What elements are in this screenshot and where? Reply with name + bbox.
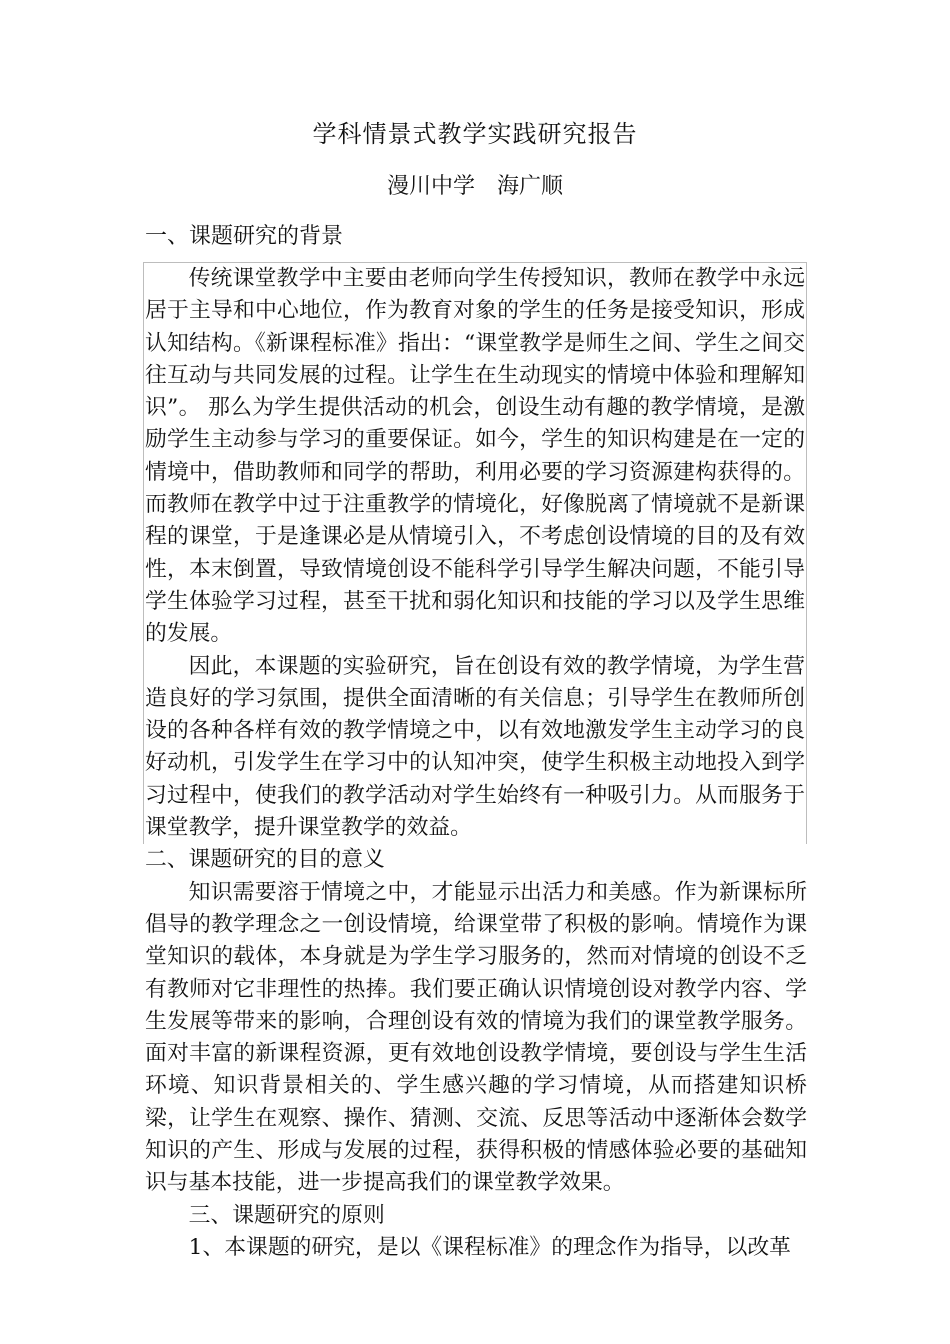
paragraph-purpose-1: 知识需要溶于情境之中，才能显示出活力和美感。作为新课标所倡导的教学理念之一创设情境，给课堂带了积极的影响。情境作为课堂知识的载体，本身就是为学生学习服务的，然而对情境的创设不乏有教师对它非理性的热捧。我们要正确认识情境创设对教学内容、学生发展等带来的影响，合理创设有效的情境为我们的课堂教学服务。面对丰富的新课程资源，更有效地创设教学情境，要创设与学生生活环境、知识背景相关的、学生感兴趣的学习情境，从而搭建知识桥梁，让学生在观察、操作、猜测、交流、反思等活动中逐渐体会数学知识的产生、形成与发展的过程，获得积极的情感体验必要的基础知识与基本技能，进一步提高我们的课堂教学效果。 — [145, 879, 807, 1196]
document-title: 学科情景式教学实践研究报告 — [312, 120, 638, 148]
paragraph-principles-1: 1、本课题的研究，是以《课程标准》的理念作为指导，以改革 — [188, 1234, 791, 1260]
paragraph-background-2: 因此，本课题的实验研究，旨在创设有效的教学情境，为学生营造良好的学习氛围，提供全面清晰的有关信息；引导学生在教师所创设的各种各样有效的教学情境之中，以有效地激发学生主动学习的良好动机，引发学生在学习中的认知冲突，使学生积极主动地投入到学习过程中，使我们的教学活动对学生始终有一种吸引力。从而服务于课堂教学，提升课堂教学的效益。 — [145, 653, 805, 841]
section-heading-background: 一、课题研究的背景 — [145, 224, 344, 249]
section-heading-principles: 三、课题研究的原则 — [188, 1202, 385, 1228]
document-author: 漫川中学 海广顺 — [386, 174, 563, 199]
document-body — [145, 262, 807, 1264]
section-heading-purpose: 二、课题研究的目的意义 — [145, 847, 385, 873]
paragraph-background-1: 传统课堂教学中主要由老师向学生传授知识，教师在教学中永远居于主导和中心地位，作为教育对象的学生的任务是接受知识，形成认知结构。《新课程标准》指出：“课堂教学是师生之间、学生之间交往互动与共同发展的过程。让学生在生动现实的情境中体验和理解知识”。 那么为学生提供活动的机会，创设生动有趣的教学情境，是激励学生主动参与学习的重要保证。如今，学生的知识构建是在一定的情境中，借助教师和同学的帮助，利用必要的学习资源建构获得的。而教师在教学中过于注重教学的情境化，好像脱离了情境就不是新课程的课堂，于是逢课必是从情境引入，不考虑创设情境的目的及有效性，本末倒置，导致情境创设不能科学引导学生解决问题，不能引导学生体验学习过程，甚至干扰和弱化知识和技能的学习以及学生思维的发展。 — [145, 266, 805, 647]
background-text-block — [143, 262, 807, 844]
